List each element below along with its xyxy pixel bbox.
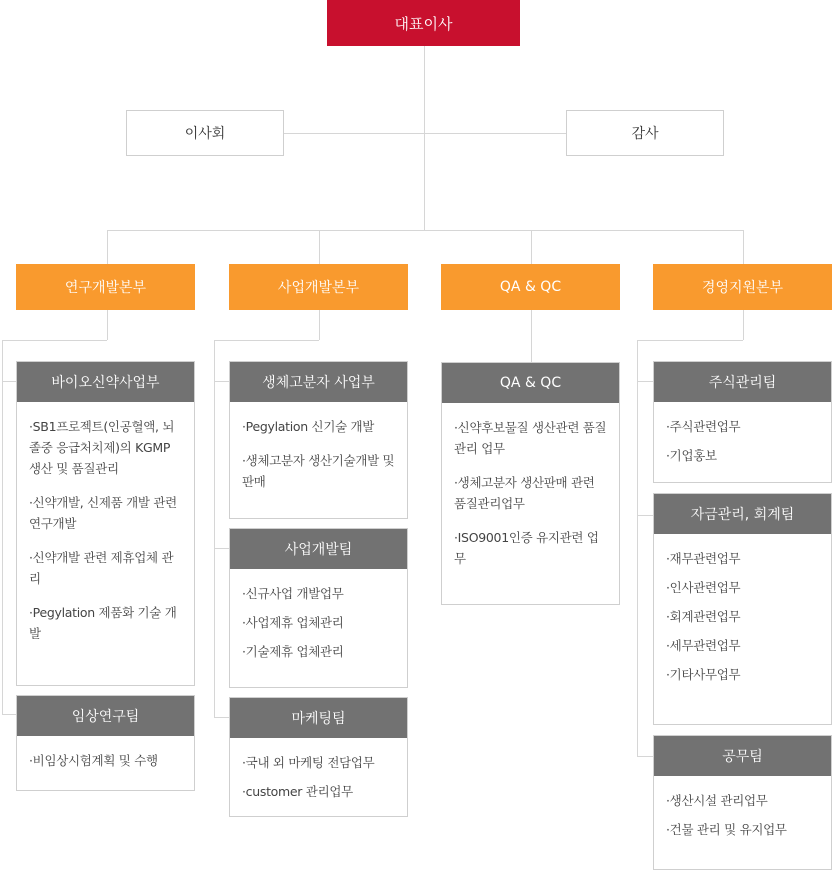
connector-business-team3	[214, 717, 230, 718]
team-item: ·국내 외 마케팅 전담업무	[242, 755, 375, 770]
connector-board	[284, 133, 424, 134]
connector-research-team1	[2, 381, 16, 382]
team-biopolymer	[229, 361, 408, 519]
team-item: ·사업제휴 업체관리	[242, 615, 344, 630]
team-title: QA & QC	[442, 363, 619, 403]
connector-research-down	[107, 310, 108, 340]
team-item: ·회계관련업무	[666, 609, 741, 624]
division-management: 경영지원본부	[653, 264, 832, 310]
ceo-box: 대표이사	[327, 0, 520, 46]
team-business-development	[229, 528, 408, 688]
connector-business-h	[214, 340, 319, 341]
connector-business-team2	[214, 548, 230, 549]
team-facilities	[653, 735, 832, 870]
team-item: ·비임상시험계획 및 수행	[29, 753, 158, 768]
team-item: ·SB1프로젝트(인공혈액, 뇌졸중 응급처치제)의 KGMP 생산 및 품질관리	[29, 419, 175, 476]
team-item: ·기타사무업무	[666, 667, 741, 682]
connector-management-down	[743, 310, 744, 340]
team-item: ·customer 관리업무	[242, 784, 353, 799]
division-qa: QA & QC	[441, 264, 620, 310]
connector-div-management	[743, 230, 744, 264]
connector-management-team1	[637, 381, 653, 382]
connector-ceo-trunk	[424, 46, 425, 230]
team-item: ·기업홍보	[666, 448, 717, 463]
team-item: ·주식관련업무	[666, 419, 741, 434]
connector-management-team3	[637, 756, 653, 757]
team-title: 임상연구팀	[17, 696, 194, 736]
team-clinical-research	[16, 695, 195, 791]
team-item: ·생체고분자 생산판매 관련 품질관리업무	[454, 475, 595, 511]
connector-qa-down	[531, 310, 532, 362]
team-title: 사업개발팀	[230, 529, 407, 569]
team-item: ·Pegylation 신기술 개발	[242, 419, 375, 434]
team-item: ·신약후보물질 생산관련 품질관리 업무	[454, 420, 607, 456]
team-title: 자금관리, 회계팀	[654, 494, 831, 534]
team-item: ·생산시설 관리업무	[666, 793, 768, 808]
team-title: 생체고분자 사업부	[230, 362, 407, 402]
connector-management-h	[637, 340, 743, 341]
connector-research-h	[2, 340, 107, 341]
connector-div-research	[107, 230, 108, 264]
team-item: ·Pegylation 제품화 기술 개발	[29, 605, 177, 641]
connector-business-v	[214, 340, 215, 717]
team-item: ·세무관련업무	[666, 638, 741, 653]
team-bio-new-drug	[16, 361, 195, 686]
team-finance-accounting	[653, 493, 832, 725]
connector-research-team2	[2, 714, 16, 715]
team-item: ·신약개발, 신제품 개발 관련 연구개발	[29, 495, 177, 531]
team-item: ·건물 관리 및 유지업무	[666, 822, 787, 837]
connector-division-bar	[107, 230, 744, 231]
team-item: ·재무관련업무	[666, 551, 741, 566]
team-item: ·기술제휴 업체관리	[242, 644, 344, 659]
team-item: ·ISO9001인증 유지관련 업무	[454, 530, 599, 566]
team-title: 마케팅팀	[230, 698, 407, 738]
connector-div-qa	[531, 230, 532, 264]
connector-research-v	[2, 340, 3, 714]
team-stock-management	[653, 361, 832, 483]
division-business: 사업개발본부	[229, 264, 408, 310]
audit-box: 감사	[566, 110, 724, 156]
team-item: ·인사관련업무	[666, 580, 741, 595]
connector-div-business	[319, 230, 320, 264]
team-title: 주식관리팀	[654, 362, 831, 402]
team-item: ·신약개발 관련 제휴업체 관리	[29, 550, 174, 586]
connector-business-down	[319, 310, 320, 340]
connector-business-team1	[214, 381, 230, 382]
connector-management-v	[637, 340, 638, 756]
board-box: 이사회	[126, 110, 284, 156]
team-qa-qc	[441, 362, 620, 605]
division-research: 연구개발본부	[16, 264, 195, 310]
team-title: 공무팀	[654, 736, 831, 776]
team-item: ·신규사업 개발업무	[242, 586, 344, 601]
connector-management-team2	[637, 515, 653, 516]
team-item: ·생체고분자 생산기술개발 및 판매	[242, 453, 395, 489]
team-title: 바이오신약사업부	[17, 362, 194, 402]
team-marketing	[229, 697, 408, 817]
connector-audit	[424, 133, 566, 134]
